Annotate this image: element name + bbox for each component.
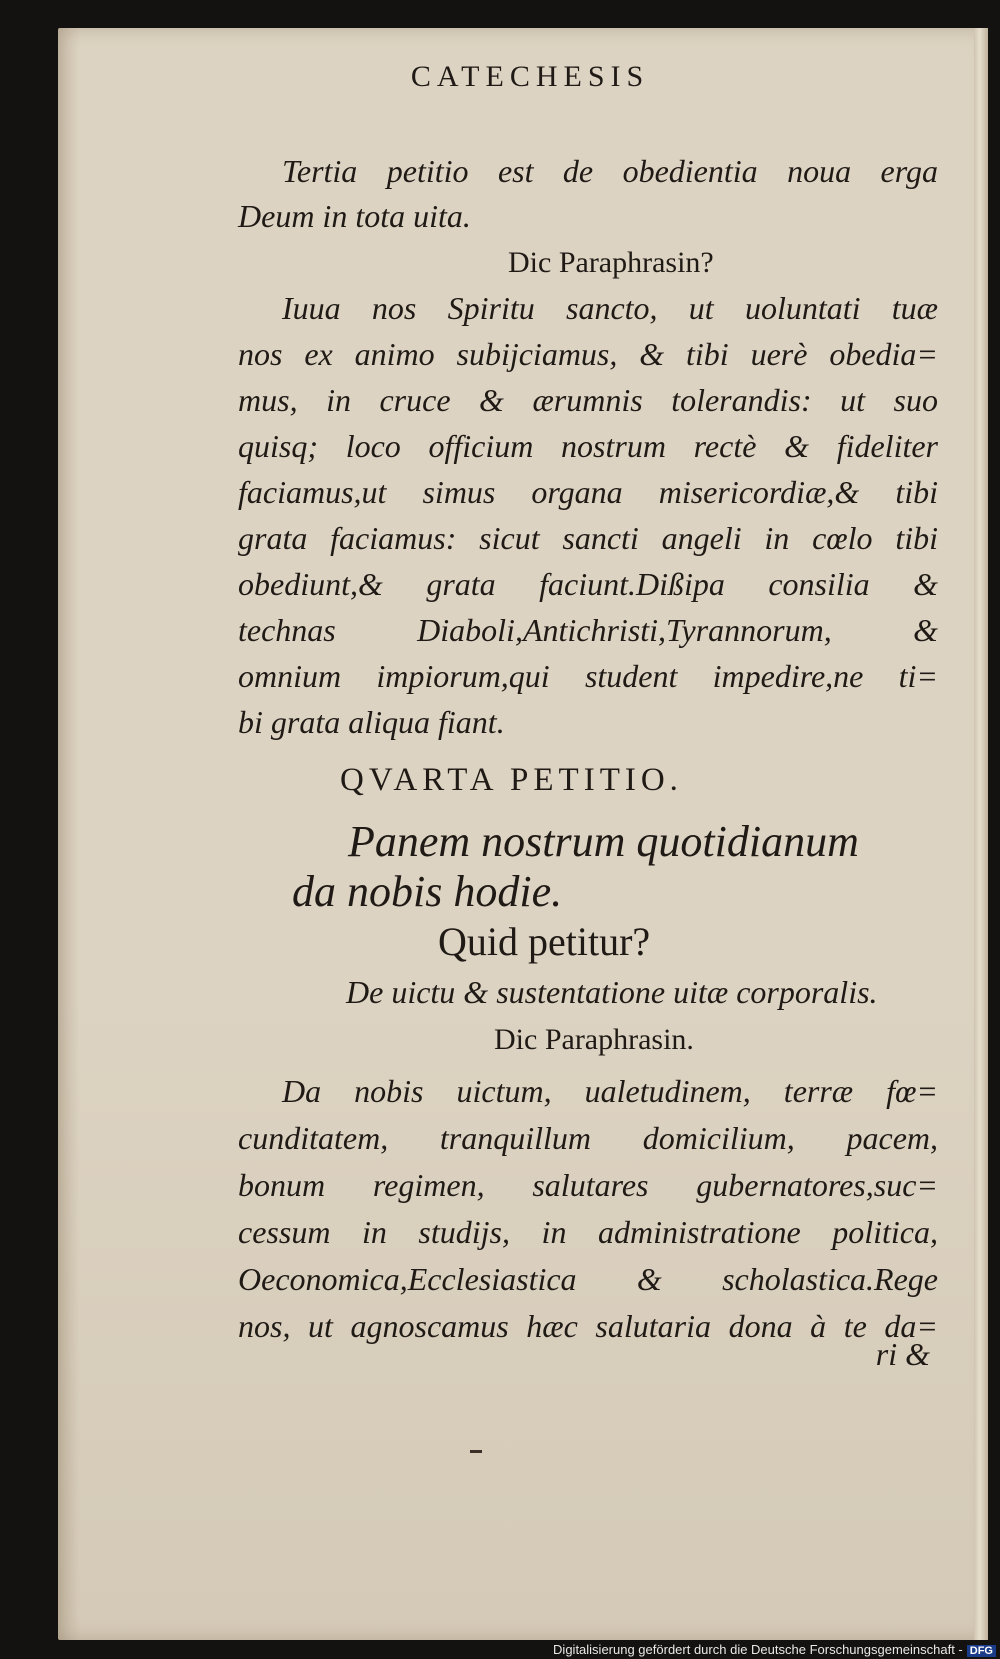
- credit-text: Digitalisierung gefördert durch die Deutsche Forschungsgemeinschaft -: [553, 1642, 963, 1657]
- text-line: nos, ut agnoscamus hæc salutaria dona à te da=: [238, 1308, 938, 1344]
- text-line: bi grata aliqua fiant.: [238, 704, 505, 740]
- text-line: Deum in tota uita.: [238, 198, 471, 234]
- digitization-credit: [553, 1642, 996, 1657]
- text-line: nos ex animo subijciamus, & tibi uerè obedia=: [238, 336, 938, 372]
- running-head: CATECHESIS: [410, 60, 650, 93]
- text-line: technas Diaboli,Antichristi,Tyrannorum, &: [238, 612, 938, 648]
- answer: De uictu & sustentatione uitæ corporalis.: [346, 974, 878, 1010]
- section-heading: QVARTA PETITIO.: [340, 762, 683, 798]
- dfg-logo-icon: DFG: [967, 1645, 996, 1657]
- printer-mark: [470, 1450, 482, 1453]
- text-line: quisq; loco officium nostrum rectè & fideliter: [238, 428, 938, 464]
- label-paraphrasis: Dic Paraphrasin?: [508, 246, 714, 279]
- text-line: cessum in studijs, in administratione politica,: [238, 1214, 938, 1250]
- text-line: grata faciamus: sicut sancti angeli in cœlo tibi: [238, 520, 938, 556]
- label-paraphrasis: Dic Paraphrasin.: [494, 1023, 694, 1056]
- catchword: ri &: [875, 1336, 930, 1372]
- text-line: Tertia petitio est de obedientia noua erga: [282, 153, 938, 189]
- text-line: faciamus,ut simus organa misericordiæ,& tibi: [238, 474, 938, 510]
- text-line: Oeconomica,Ecclesiastica & scholastica.Rege: [238, 1261, 938, 1297]
- text-line: mus, in cruce & ærumnis tolerandis: ut suo: [238, 382, 938, 418]
- text-line: bonum regimen, salutares gubernatores,suc=: [238, 1167, 938, 1203]
- text-line: Da nobis uictum, ualetudinem, terræ fœ=: [282, 1073, 938, 1109]
- petition-line: da nobis hodie.: [292, 867, 563, 916]
- text-line: omnium impiorum,qui student impedire,ne ti=: [238, 658, 938, 694]
- page-edge: [974, 28, 988, 1640]
- text-line: obediunt,& grata faciunt.Dißipa consilia &: [238, 566, 938, 602]
- petition-line: Panem nostrum quotidianum: [348, 817, 859, 866]
- question: Quid petitur?: [438, 919, 651, 964]
- text-line: cunditatem, tranquillum domicilium, pacem,: [238, 1120, 938, 1156]
- text-line: Iuua nos Spiritu sancto, ut uoluntati tuæ: [282, 290, 938, 326]
